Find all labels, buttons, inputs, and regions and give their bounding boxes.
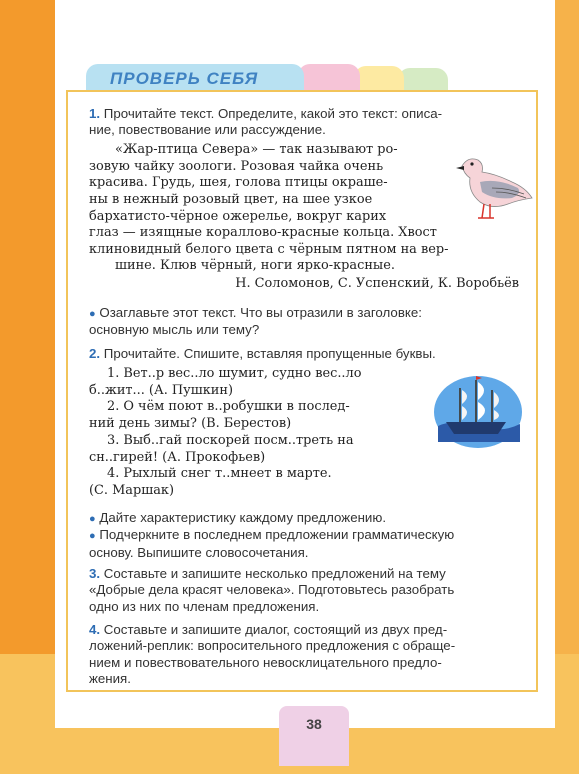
task1-authors: Н. Соломонов, С. Успенский, К. Воробьёв	[235, 276, 519, 292]
task3-number: 3.	[89, 566, 101, 581]
task2-bullets: ● Дайте характеристику каждому предложению. ● Подчеркните в последнем предложении грамматическую основу. Выпишите словосочетания.	[89, 510, 455, 560]
task4-number: 4.	[89, 622, 101, 637]
task1-instruction: 1. Прочитайте текст. Определите, какой это текст: описа- ние, повествование или рассуждение.	[89, 106, 443, 138]
bird-illustration	[452, 148, 534, 226]
task1-text-cont: глаз — изящные кораллово-красные кольца. Хвост клиновидный белого цвета с чёрным пятном на вер- шине. Клюв чёрный, ноги ярко-красные. Н. Соломонов, С. Успенский, К. Воробьёв	[89, 225, 519, 292]
task2-number: 2.	[89, 346, 101, 361]
task1-text: «Жар-птица Севера» — так называют ро- зовую чайку зоологи. Розовая чайка очень красива. Грудь, шея, голова птицы окраше- ны в нежный розовый цвет, на шее узкое бархатисто-чёрное ожерелье, вокруг карих	[89, 142, 398, 224]
bullet-icon: ●	[89, 530, 96, 543]
task2-instruction: 2. Прочитайте. Спишите, вставляя пропущенные буквы.	[89, 346, 436, 361]
section-title: ПРОВЕРЬ СЕБЯ	[110, 69, 259, 88]
task4: 4. Составьте и запишите диалог, состоящий из двух пред- ложений-реплик: вопросительного предложения с обраще- нием и повествовательного невосклицательного предло- жения.	[89, 622, 456, 686]
bullet-icon: ●	[89, 308, 96, 320]
task2-sentences: 1. Вет..р вес..ло шумит, судно вес..ло б..жит... (А. Пушкин) 2. О чём поют в..робушки в послед- ний день зимы? (В. Берестов) 3. Выб..гай поскорей посм..треть на сн..гирей! (А. Прокофьев) 4. Рыхлый снег т..мнеет в марте. (С. Маршак)	[89, 366, 362, 498]
task1-number: 1.	[89, 106, 101, 121]
section-header	[86, 60, 446, 92]
ship-illustration	[432, 372, 524, 452]
task1-bullet: ● Озаглавьте этот текст. Что вы отразили в заголовке: основную мысль или тему?	[89, 305, 422, 338]
tab-yellow	[354, 66, 404, 92]
tab-pink	[298, 64, 360, 92]
task3: 3. Составьте и запишите несколько предложений на тему «Добрые дела красят человека». Подготовьтесь разобрать одно из них по членам предложения.	[89, 566, 455, 614]
page-number-tab	[279, 706, 349, 766]
tab-green	[398, 68, 448, 92]
bullet-icon: ●	[89, 513, 96, 525]
page-number: 38	[306, 716, 322, 732]
